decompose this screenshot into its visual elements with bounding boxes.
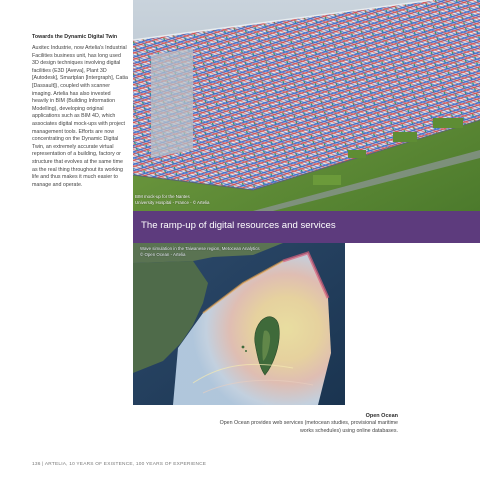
open-ocean-line2: works schedules) using online databases. — [299, 427, 398, 434]
open-ocean-title: Open Ocean — [365, 413, 398, 419]
bim-caption-line1: BIM mock-up for the Nantes — [135, 194, 190, 199]
bim-mockup-image — [133, 0, 480, 211]
map-caption-line1: Wave simulation in the Taiwanese region, Metocean Analytics — [140, 246, 260, 251]
banner-title: The ramp-up of digital resources and services — [141, 220, 336, 231]
section-banner — [133, 211, 480, 243]
open-ocean-caption — [158, 412, 398, 435]
page-footer: 136 | ARTELIA, 10 YEARS OF EXISTENCE, 100 YEARS OF EXPERIENCE — [32, 462, 207, 467]
wave-simulation-map — [133, 243, 345, 405]
bim-image-caption — [135, 194, 265, 205]
section-heading: Towards the Dynamic Digital Twin — [32, 34, 118, 40]
left-text-column — [32, 34, 128, 189]
map-caption-line2: © Open Ocean - Artelia — [140, 251, 186, 257]
bim-caption-line2: University Hospital - France - © Artelia — [135, 199, 210, 205]
open-ocean-line1: Open Ocean provides web services (metocean studies, provisional maritime — [219, 420, 398, 426]
map-image-caption — [140, 246, 320, 257]
section-body-text: Auxitec Industrie, now Artelia's Industrial Facilities business unit, has long used 3D design techniques involving digital facilities (E3D [Aveva], Plant 3D [Autodesk], Smartplan [Intergraph], Catia [Dassault]), coupled with scanner imaging. Artelia has also invested heavily in BIM (Building Information Modelling), developing original applications such as BIM 4D, which associates digital mock-ups with project management tools. Efforts are now concentrating on the Dynamic Digital Twin, an extremely accurate virtual representation of a building, factory or structure that evolves at the same time as the real thing throughout its working life and thus makes it much easier to manage and operate. — [32, 45, 128, 188]
